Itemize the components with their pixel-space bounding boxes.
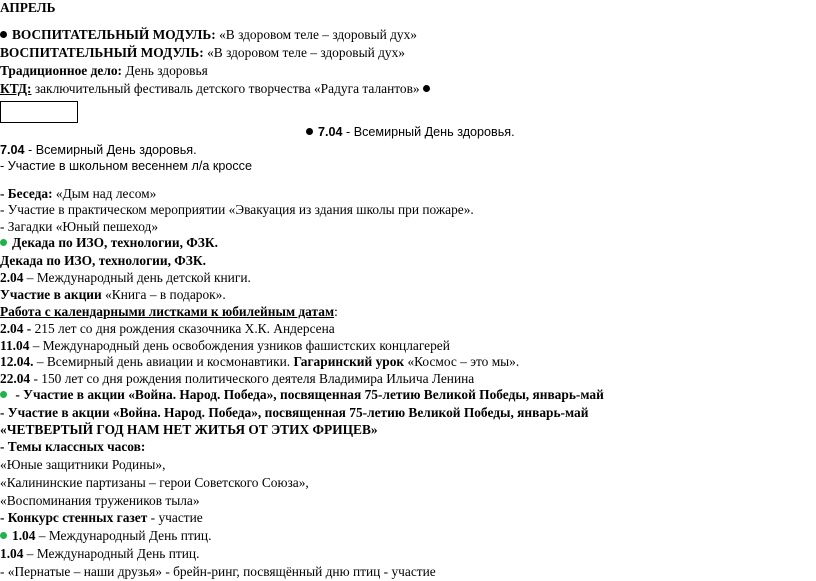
- victory-line: - Участие в акции «Война. Народ. Победа», посвященная 75-летию Великой Победы, январь-май: [0, 405, 589, 420]
- event-text: 215 лет со дня рождения сказочника Х.К. Андерсена: [31, 321, 335, 336]
- books-day-line: [0, 270, 251, 286]
- birds-day-line: [0, 546, 199, 562]
- module-label: ВОСПИТАТЕЛЬНЫЙ МОДУЛЬ:: [0, 45, 204, 60]
- ktd-value: заключительный фестиваль детского творчества «Радуга талантов»: [34, 81, 420, 96]
- module-line-bulleted: [0, 27, 417, 43]
- victory-text: - Участие в акции «Война. Народ. Победа», посвященная 75-летию Великой Победы, январь-май: [12, 387, 604, 402]
- health-day-line: [0, 142, 197, 158]
- bullet-icon: [0, 31, 7, 38]
- brainring-line: - «Пернатые – наши друзья» - брейн-ринг, посвящённый дню птиц - участие: [0, 564, 436, 579]
- contest-line: [0, 510, 203, 526]
- evacuation-line: - Участие в практическом мероприятии «Эвакуация из здания школы при пожаре».: [0, 202, 474, 217]
- event-text: - Всемирный День здоровья.: [24, 143, 197, 157]
- date: 11.04: [0, 338, 30, 353]
- action-value: «Книга – в подарок».: [101, 287, 226, 302]
- lesson-value: «Космос – это мы».: [404, 354, 520, 369]
- module-line: [0, 45, 405, 61]
- calendar-label: Работа с календарными листками к юбилейным датам: [0, 304, 335, 319]
- module-label: ВОСПИТАТЕЛЬНЫЙ МОДУЛЬ:: [12, 27, 216, 42]
- date: 1.04: [0, 546, 24, 561]
- date: 22.04: [0, 371, 31, 386]
- ktd-label: КТД:: [0, 81, 32, 96]
- andersen-line: [0, 321, 335, 337]
- topic-item: «Калининские партизаны – герои Советского Союза»,: [0, 475, 309, 490]
- date: 1.04: [12, 528, 36, 543]
- date: 7.04: [0, 143, 25, 157]
- empty-text-box: [0, 101, 78, 123]
- decade-line-bulleted: [0, 235, 218, 251]
- talk-label: - Беседа:: [0, 186, 53, 201]
- talk-value: «Дым над лесом»: [52, 186, 157, 201]
- event-text: – Международный день детской книги.: [23, 270, 251, 285]
- event-text: – Международный День птиц.: [35, 528, 212, 543]
- health-day-bulleted: [306, 124, 515, 140]
- event-text: – Международный День птиц.: [23, 546, 200, 561]
- tradition-line: [0, 63, 208, 79]
- page-title: АПРЕЛЬ: [0, 0, 56, 15]
- green-bullet-icon: [0, 391, 7, 398]
- event-text: - 150 лет со дня рождения политического деятеля Владимира Ильича Ленина: [30, 371, 475, 386]
- event-text: – Международный день освобождения узников фашистских концлагерей: [29, 338, 450, 353]
- talk-line: [0, 186, 156, 202]
- action-line: [0, 287, 226, 303]
- contest-value: - участие: [147, 510, 203, 525]
- cosmos-line: [0, 354, 519, 370]
- prisoners-line: [0, 338, 450, 354]
- decade-text: Декада по ИЗО, технологии, ФЗК.: [12, 235, 218, 250]
- date: 2.04: [0, 270, 24, 285]
- event-text: - Всемирный День здоровья.: [342, 125, 515, 139]
- action-label: Участие в акции: [0, 287, 102, 302]
- calendar-heading: Работа с календарными листками к юбилейным датам:: [0, 304, 338, 319]
- contest-label: - Конкурс стенных газет: [0, 510, 148, 525]
- riddles-line: - Загадки «Юный пешеход»: [0, 219, 159, 234]
- module-value: «В здоровом теле – здоровый дух»: [219, 27, 417, 42]
- tradition-value: День здоровья: [125, 63, 208, 78]
- topic-item: «Юные защитники Родины»,: [0, 457, 166, 472]
- decade-line: Декада по ИЗО, технологии, ФЗК.: [0, 253, 206, 268]
- topics-label: - Темы классных часов:: [0, 439, 146, 454]
- cross-line: - Участие в школьном весеннем л/а кроссе: [0, 159, 252, 173]
- date: 7.04: [318, 125, 343, 139]
- victory-line-bulleted: [0, 387, 604, 403]
- year-title-line: «ЧЕТВЕРТЫЙ ГОД НАМ НЕТ ЖИТЬЯ ОТ ЭТИХ ФРИЦЕВ»: [0, 422, 378, 437]
- topic-item: «Воспоминания тружеников тыла»: [0, 493, 200, 508]
- module-value: «В здоровом теле – здоровый дух»: [207, 45, 405, 60]
- green-bullet-icon: [0, 239, 7, 246]
- bullet-icon: [423, 85, 430, 92]
- birds-day-line-bulleted: [0, 528, 211, 544]
- lesson-label: Гагаринский урок: [293, 354, 405, 369]
- date: 12.04.: [0, 354, 34, 369]
- ktd-line: [0, 81, 430, 97]
- lenin-line: [0, 371, 474, 387]
- green-bullet-icon: [0, 532, 7, 539]
- event-text: – Всемирный день авиации и космонавтики.: [33, 354, 294, 369]
- bullet-icon: [306, 128, 313, 135]
- tradition-label: Традиционное дело:: [0, 63, 122, 78]
- date: 2.04 -: [0, 321, 32, 336]
